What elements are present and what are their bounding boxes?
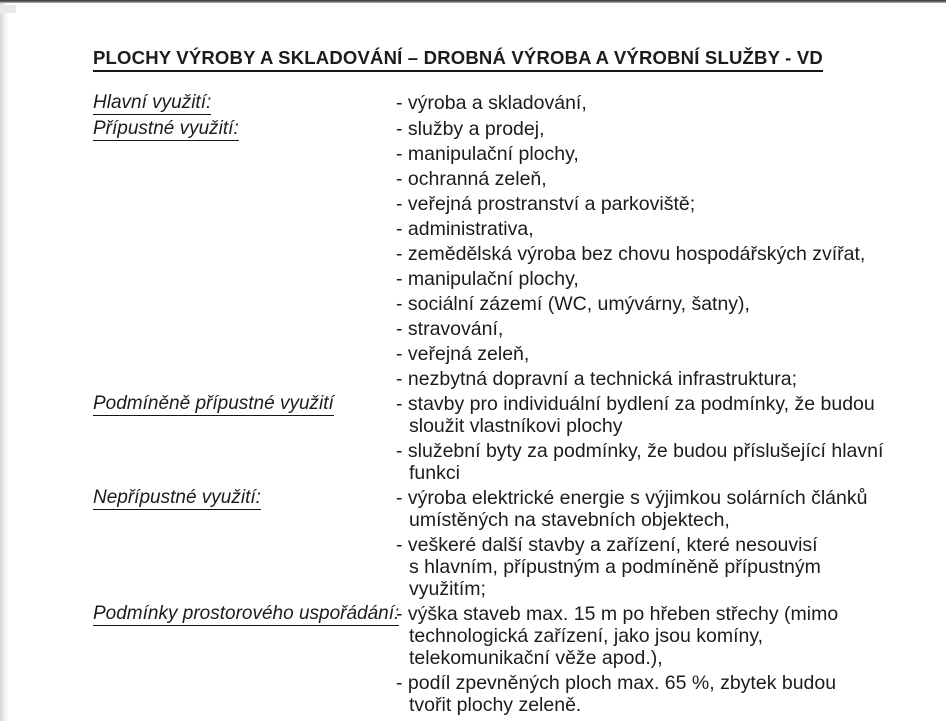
list-item bbox=[396, 218, 906, 240]
section-label: Podmínky prostorového uspořádání: bbox=[93, 603, 400, 624]
list-item-line: - veškeré další stavby a zařízení, které nesouvisí bbox=[396, 534, 818, 556]
section-label-cell bbox=[93, 603, 400, 626]
list-item bbox=[396, 393, 906, 437]
section-label-cell bbox=[93, 393, 396, 416]
list-item-line: - veřejná zeleň, bbox=[396, 343, 530, 365]
list-item bbox=[396, 243, 906, 265]
list-item-line: - manipulační plochy, bbox=[396, 143, 579, 165]
list-item bbox=[396, 440, 906, 484]
list-item bbox=[396, 487, 906, 531]
list-item bbox=[396, 603, 906, 669]
section-label-cell bbox=[93, 118, 396, 141]
list-item-line: - stavby pro individuální bydlení za podmínky, že budou bbox=[396, 393, 875, 415]
list-item bbox=[396, 293, 906, 315]
section-row bbox=[93, 393, 906, 484]
list-item-line: - nezbytná dopravní a technická infrastruktura; bbox=[396, 368, 798, 390]
list-item-line: - výška staveb max. 15 m po hřeben střechy (mimo bbox=[396, 603, 839, 625]
list-item bbox=[396, 92, 906, 114]
list-item-line: - podíl zpevněných ploch max. 65 %, zbytek budou bbox=[396, 672, 837, 694]
sections bbox=[93, 92, 906, 716]
list-item bbox=[396, 318, 906, 340]
list-item-line: sloužit vlastníkovi plochy bbox=[409, 415, 623, 437]
list-item-line: - zemědělská výroba bez chovu hospodářských zvířat, bbox=[396, 243, 866, 265]
list-item-line: - veřejná prostranství a parkoviště; bbox=[396, 193, 696, 215]
list-item bbox=[396, 368, 906, 390]
section-row bbox=[93, 487, 906, 600]
section-label: Nepřípustné využití: bbox=[93, 487, 261, 508]
list-item-line: - služby a prodej, bbox=[396, 118, 545, 140]
list-item-line: - služební byty za podmínky, že budou příslušející hlavní bbox=[396, 440, 884, 462]
list-item-line: technologická zařízení, jako jsou komíny, bbox=[409, 625, 764, 647]
section-content bbox=[396, 487, 906, 600]
section-row bbox=[93, 92, 906, 115]
list-item-line: - sociální zázemí (WC, umývárny, šatny), bbox=[396, 293, 750, 315]
list-item bbox=[396, 118, 906, 140]
list-item bbox=[396, 672, 906, 716]
section-label-cell bbox=[93, 92, 396, 115]
list-item bbox=[396, 534, 906, 600]
list-item-line: - stravování, bbox=[396, 318, 504, 340]
list-item bbox=[396, 268, 906, 290]
list-item-line: s hlavním, přípustným a podmíněně přípustným bbox=[409, 556, 821, 578]
list-item-line: využitím; bbox=[409, 578, 486, 600]
list-item-line: - výroba elektrické energie s výjimkou solárních článků bbox=[396, 487, 868, 509]
list-item bbox=[396, 143, 906, 165]
section-content bbox=[396, 92, 906, 114]
list-item-line: - administrativa, bbox=[396, 218, 534, 240]
list-item-line: - manipulační plochy, bbox=[396, 268, 579, 290]
section-label-cell bbox=[93, 487, 396, 510]
section-label: Podmíněně přípustné využití bbox=[93, 393, 334, 414]
document-title: PLOCHY VÝROBY A SKLADOVÁNÍ – DROBNÁ VÝROBA A VÝROBNÍ SLUŽBY - VD bbox=[93, 48, 823, 72]
list-item-line: telekomunikační věže apod.), bbox=[409, 647, 663, 669]
list-item-line: - výroba a skladování, bbox=[396, 92, 587, 114]
section-content bbox=[396, 603, 906, 716]
section-row bbox=[93, 603, 906, 716]
section-content bbox=[396, 393, 906, 484]
list-item-line: - ochranná zeleň, bbox=[396, 168, 547, 190]
list-item bbox=[396, 343, 906, 365]
section-row bbox=[93, 118, 906, 390]
list-item-line: funkci bbox=[409, 462, 460, 484]
section-content bbox=[396, 118, 906, 390]
list-item-line: tvořit plochy zeleně. bbox=[409, 694, 582, 716]
list-item bbox=[396, 193, 906, 215]
list-item-line: umístěných na stavebních objektech, bbox=[409, 509, 730, 531]
section-label: Přípustné využití: bbox=[93, 118, 239, 139]
list-item bbox=[396, 168, 906, 190]
section-label: Hlavní využití: bbox=[93, 92, 212, 113]
